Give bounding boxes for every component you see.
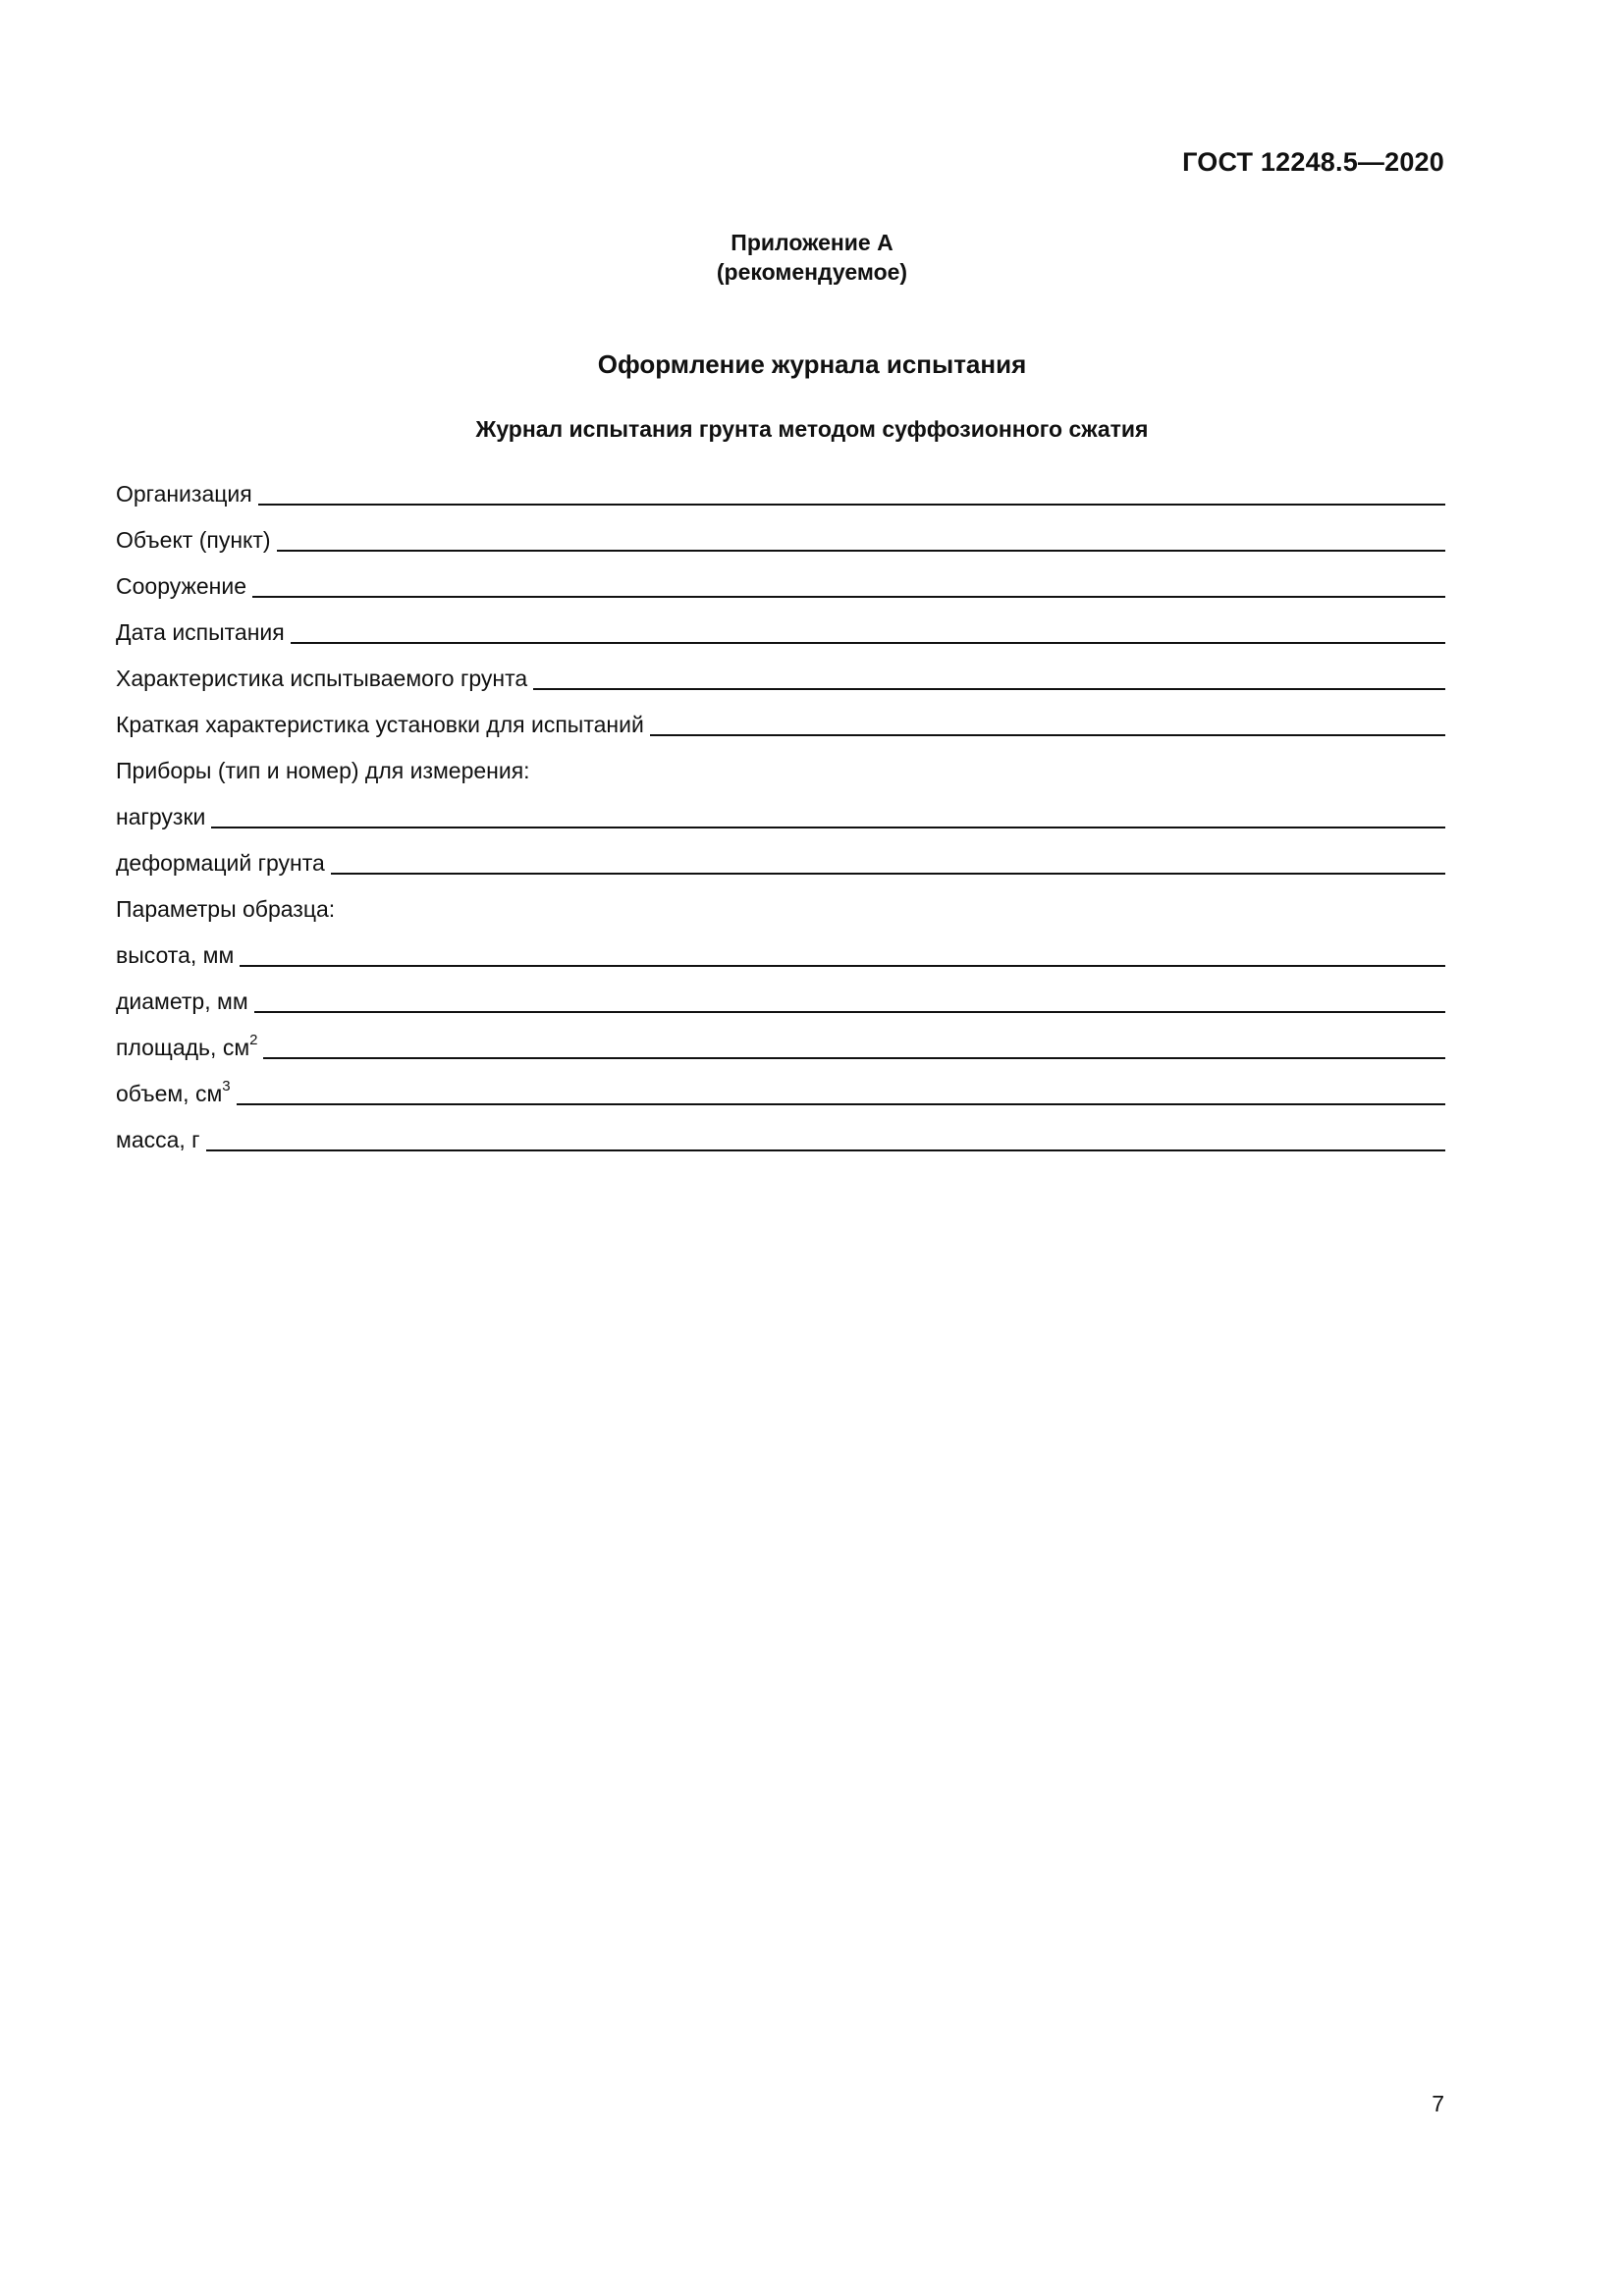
soil-characteristic-blank xyxy=(533,687,1445,690)
section-title: Оформление журнала испытания xyxy=(597,349,1027,379)
height-label: высота, мм xyxy=(116,942,235,968)
installation-characteristic-blank xyxy=(650,733,1445,736)
installation-characteristic-row xyxy=(116,694,1445,740)
mass-blank xyxy=(206,1148,1445,1151)
area-label-text: площадь, см xyxy=(116,1035,250,1060)
soil-deformation-label: деформаций грунта xyxy=(116,850,325,876)
structure-label: Сооружение xyxy=(116,573,247,599)
sample-params-heading: Параметры образца: xyxy=(116,896,336,922)
volume-blank xyxy=(237,1102,1445,1105)
test-date-row xyxy=(116,602,1445,648)
area-row xyxy=(116,1017,1445,1063)
appendix-status: (рекомендуемое) xyxy=(716,259,908,285)
diameter-blank xyxy=(254,1010,1445,1013)
volume-exponent: 3 xyxy=(222,1078,231,1095)
diameter-row xyxy=(116,971,1445,1017)
test-date-label: Дата испытания xyxy=(116,619,285,645)
volume-row xyxy=(116,1063,1445,1109)
document-code: ГОСТ 12248.5—2020 xyxy=(1182,147,1444,177)
page-number: 7 xyxy=(1432,2091,1444,2116)
load-label: нагрузки xyxy=(116,804,206,829)
height-blank xyxy=(240,964,1445,967)
volume-label-text: объем, см xyxy=(116,1081,223,1106)
area-blank xyxy=(263,1056,1445,1059)
mass-label: масса, г xyxy=(116,1127,200,1152)
soil-deformation-blank xyxy=(331,872,1445,875)
area-label xyxy=(116,1032,258,1063)
object-blank xyxy=(277,549,1445,552)
organization-label: Организация xyxy=(116,481,252,507)
soil-deformation-row xyxy=(116,832,1445,879)
mass-row xyxy=(116,1109,1445,1155)
object-row xyxy=(116,509,1445,556)
volume-label xyxy=(116,1078,231,1109)
appendix-title: Приложение А xyxy=(731,230,893,255)
sample-params-heading-row xyxy=(116,879,1445,925)
appendix-heading xyxy=(0,228,1624,287)
test-date-blank xyxy=(291,641,1445,644)
structure-blank xyxy=(252,595,1445,598)
organization-row xyxy=(116,463,1445,509)
instruments-heading: Приборы (тип и номер) для измерения: xyxy=(116,758,530,783)
test-journal-form xyxy=(116,463,1445,1155)
installation-characteristic-label: Краткая характеристика установки для испытаний xyxy=(116,712,644,737)
object-label: Объект (пункт) xyxy=(116,527,271,553)
journal-title: Журнал испытания грунта методом суффозионного сжатия xyxy=(475,416,1149,442)
soil-characteristic-label: Характеристика испытываемого грунта xyxy=(116,666,528,691)
load-row xyxy=(116,786,1445,832)
organization-blank xyxy=(258,503,1445,506)
soil-characteristic-row xyxy=(116,648,1445,694)
load-blank xyxy=(211,826,1445,828)
area-exponent: 2 xyxy=(249,1032,258,1048)
height-row xyxy=(116,925,1445,971)
structure-row xyxy=(116,556,1445,602)
diameter-label: диаметр, мм xyxy=(116,988,248,1014)
instruments-heading-row xyxy=(116,740,1445,786)
